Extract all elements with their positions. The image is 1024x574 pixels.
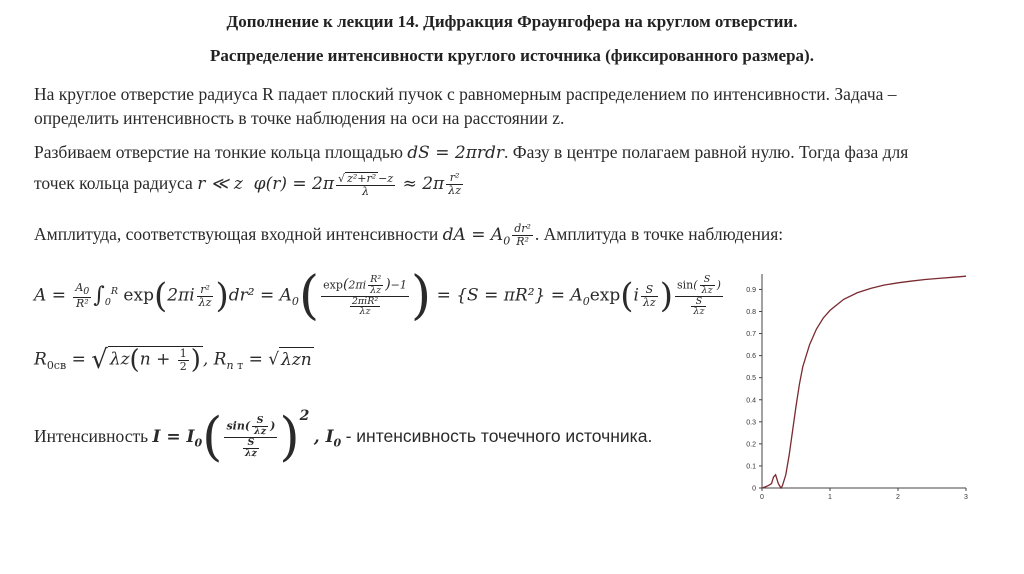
amplitude-text: Амплитуда, соответствующая входной интенсивности	[34, 224, 439, 244]
paragraph-rings	[34, 140, 908, 197]
formula-radius: $R_{0св}$ = √ λz(n + $\frac{1}{2}$ ) , $R_{n т}$ = √ λzn	[34, 345, 312, 375]
intensity-label: Интенсивность	[34, 426, 149, 446]
y-tick-label: 0.9	[746, 286, 756, 294]
y-tick-label: 0.2	[746, 441, 756, 449]
formula-phase: r ≪ z φ(r) = 2π $\frac{\text{√ z²+r² −z}}{\lambda}$ ≈ 2π $\frac{\text{r²}}{\lambda z}$	[197, 171, 462, 198]
page-title: Дополнение к лекции 14. Дифракция Фраунгофера на круглом отверстии.	[226, 12, 798, 31]
formula-ds: dS = 2πrdr	[407, 143, 505, 163]
y-tick-label: 0.5	[746, 375, 756, 383]
chart-ticks	[746, 287, 968, 501]
page-subtitle: Распределение интенсивности круглого источника (фиксированного размера).	[210, 46, 814, 65]
problem-line-2: определить интенсивность в точке наблюдения на оси на расстоянии z.	[34, 108, 565, 128]
rings-rest: . Фазу в центре полагаем равной нулю. Тогда фаза для	[504, 142, 909, 162]
chart-axes	[762, 274, 966, 488]
amplitude-rest: . Амплитуда в точке наблюдения:	[534, 224, 784, 244]
y-tick-label: 0.7	[746, 331, 756, 339]
paragraph-amplitude	[34, 222, 783, 253]
y-tick-label: 0.8	[746, 309, 756, 317]
intensity-expression: $I = I_0$( sin( $\frac{S}{\lambda z}$ ) $\frac{S}{\lambda z}$ )$^2$	[152, 407, 310, 468]
rings-text: Разбиваем отверстие на тонкие кольца площадью	[34, 142, 403, 162]
y-tick-label: 0	[752, 485, 756, 493]
x-tick-label: 3	[964, 494, 968, 501]
formula-amplitude-integral: A = $\frac{A_0}{\text{R²}}$ $\int_0^R$ exp(2πi $\frac{\text{r²}}{\lambda z}$ )$dr^2 = A_0$( exp(2πi $\frac{\text{R²}}{\lambda z}$ )−1 $\frac{\text{2πiR²}}{\lambda z}$ ) = $\{S = \pi R^2\} = A_0\exp(i$ $\frac{S}{\lambda z}$ ) sin( $\frac{S}{\lambda z}$ ) $\frac{S}{\lambda z}$	[34, 266, 721, 326]
y-tick-label: 0.3	[746, 419, 756, 427]
y-tick-label: 0.4	[746, 397, 756, 405]
x-tick-label: 1	[828, 494, 832, 501]
formula-da: dA = $A_0$ $\frac{\text{dr²}}{\text{R²}}$	[442, 222, 531, 248]
x-tick-label: 0	[760, 494, 764, 501]
formula-intensity: Интенсивность $I = I_0$( sin( $\frac{S}{\lambda z}$ ) $\frac{S}{\lambda z}$ )$^2$ , $I_0$ - интенсивность точечного источника.	[34, 407, 653, 468]
intensity-chart	[734, 266, 974, 506]
y-tick-label: 0.1	[746, 463, 756, 471]
y-tick-label: 0.6	[746, 353, 756, 361]
problem-line-1: На круглое отверстие радиуса R падает плоский пучок с равномерным распределением по интенсивности. Задача –	[34, 84, 897, 104]
paragraph-problem	[34, 82, 897, 130]
chart-series-line	[762, 276, 966, 488]
x-tick-label: 2	[896, 494, 900, 501]
intensity-tail: - интенсивность точечного источника.	[345, 426, 653, 446]
rings-line-2: точек кольца радиуса	[34, 173, 193, 193]
